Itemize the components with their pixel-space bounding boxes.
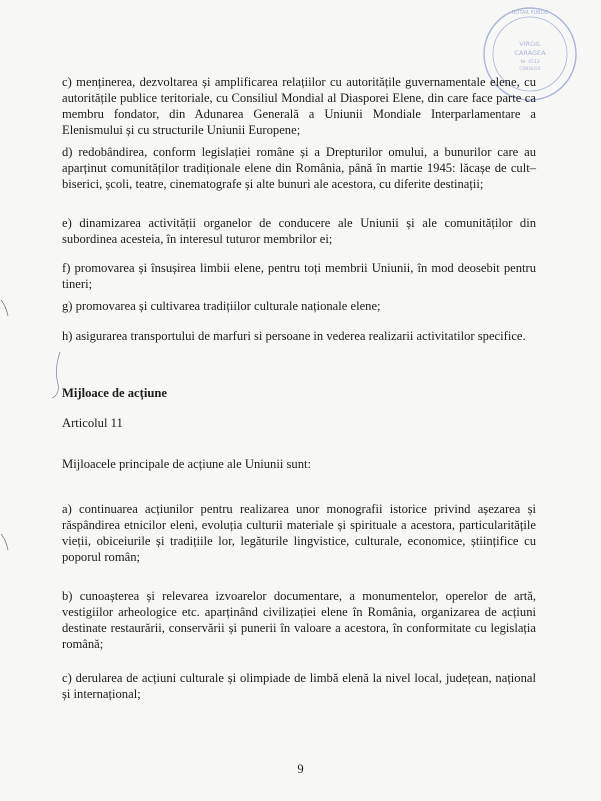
svg-text:CONSILIER: CONSILIER [519,66,541,71]
paragraph-d: d) redobândirea, conform legislației române și a Drepturilor omului, a bunurilor care au aparținut comunităților tradiționale elene din România, până în martie 1945: lăcașe de cult–biserici, școli, teatre, cinematografe și alte bunuri ale acestora, cu diferite destinații; [62,145,536,191]
svg-text:VIRGIL: VIRGIL [519,40,541,48]
section-heading: Mijloace de acțiune [62,386,167,400]
svg-text:Nr. 4513: Nr. 4513 [520,60,540,65]
paragraph-f: f) promovarea și însușirea limbii elene, pentru toți membrii Uniunii, în mod deosebit pentru tineri; [62,261,536,291]
means-c: c) derularea de acțiuni culturale și olimpiade de limbă elenă la nivel local, județean, național și internațional; [62,671,536,701]
paragraph-e: e) dinamizarea activității organelor de conducere ale Uniunii și ale comunităților din subordinea acesteia, în interesul tuturor membrilor ei; [62,216,536,246]
paragraph-c: c) menținerea, dezvoltarea și amplificarea relațiilor cu autoritățile guvernamentale elene, cu autoritățile publice teritoriale, cu Consiliul Mondial al Diasporei Elene, din care face parte ca membru fondator, din Adunarea Generală a Uniunii Mondiale Interparlamentare a Elenismului și cu structurile Uniunii Europene; [62,75,536,137]
means-b: b) cunoașterea și relevarea izvoarelor documentare, a monumentelor, operelor de artă, vestigiilor arheologice etc. aparținând civilizației elene în România, organizarea de acțiuni destinate restaurării, conservării și punerii în valoare a acestora, în conformitate cu legislația română; [62,589,536,651]
article-intro: Mijloacele principale de acțiune ale Uniunii sunt: [62,457,311,471]
margin-mark [0,530,14,554]
paragraph-h: h) asigurarea transportului de marfuri si persoane in vederea realizarii activitatilor specifice. [62,329,526,343]
page-number: 9 [297,762,304,776]
margin-mark [0,296,14,320]
paragraph-g: g) promovarea și cultivarea tradițiilor culturale naționale elene; [62,299,381,313]
svg-text:CARAGEA: CARAGEA [514,49,546,57]
means-a: a) continuarea acțiunilor pentru realizarea unor monografii istorice privind așezarea și răspândirea etnicilor eleni, evoluția culturii materiale și spirituale a acestora, particularitățile vieții, obiceiurile și tradițiile lor, legăturile lingvistice, culturale, economice, științifice cu poporul român; [62,502,536,564]
pen-mark [44,350,64,400]
article-title: Articolul 11 [62,416,123,430]
svg-text:NOTAR PUBLIC: NOTAR PUBLIC [511,10,549,16]
